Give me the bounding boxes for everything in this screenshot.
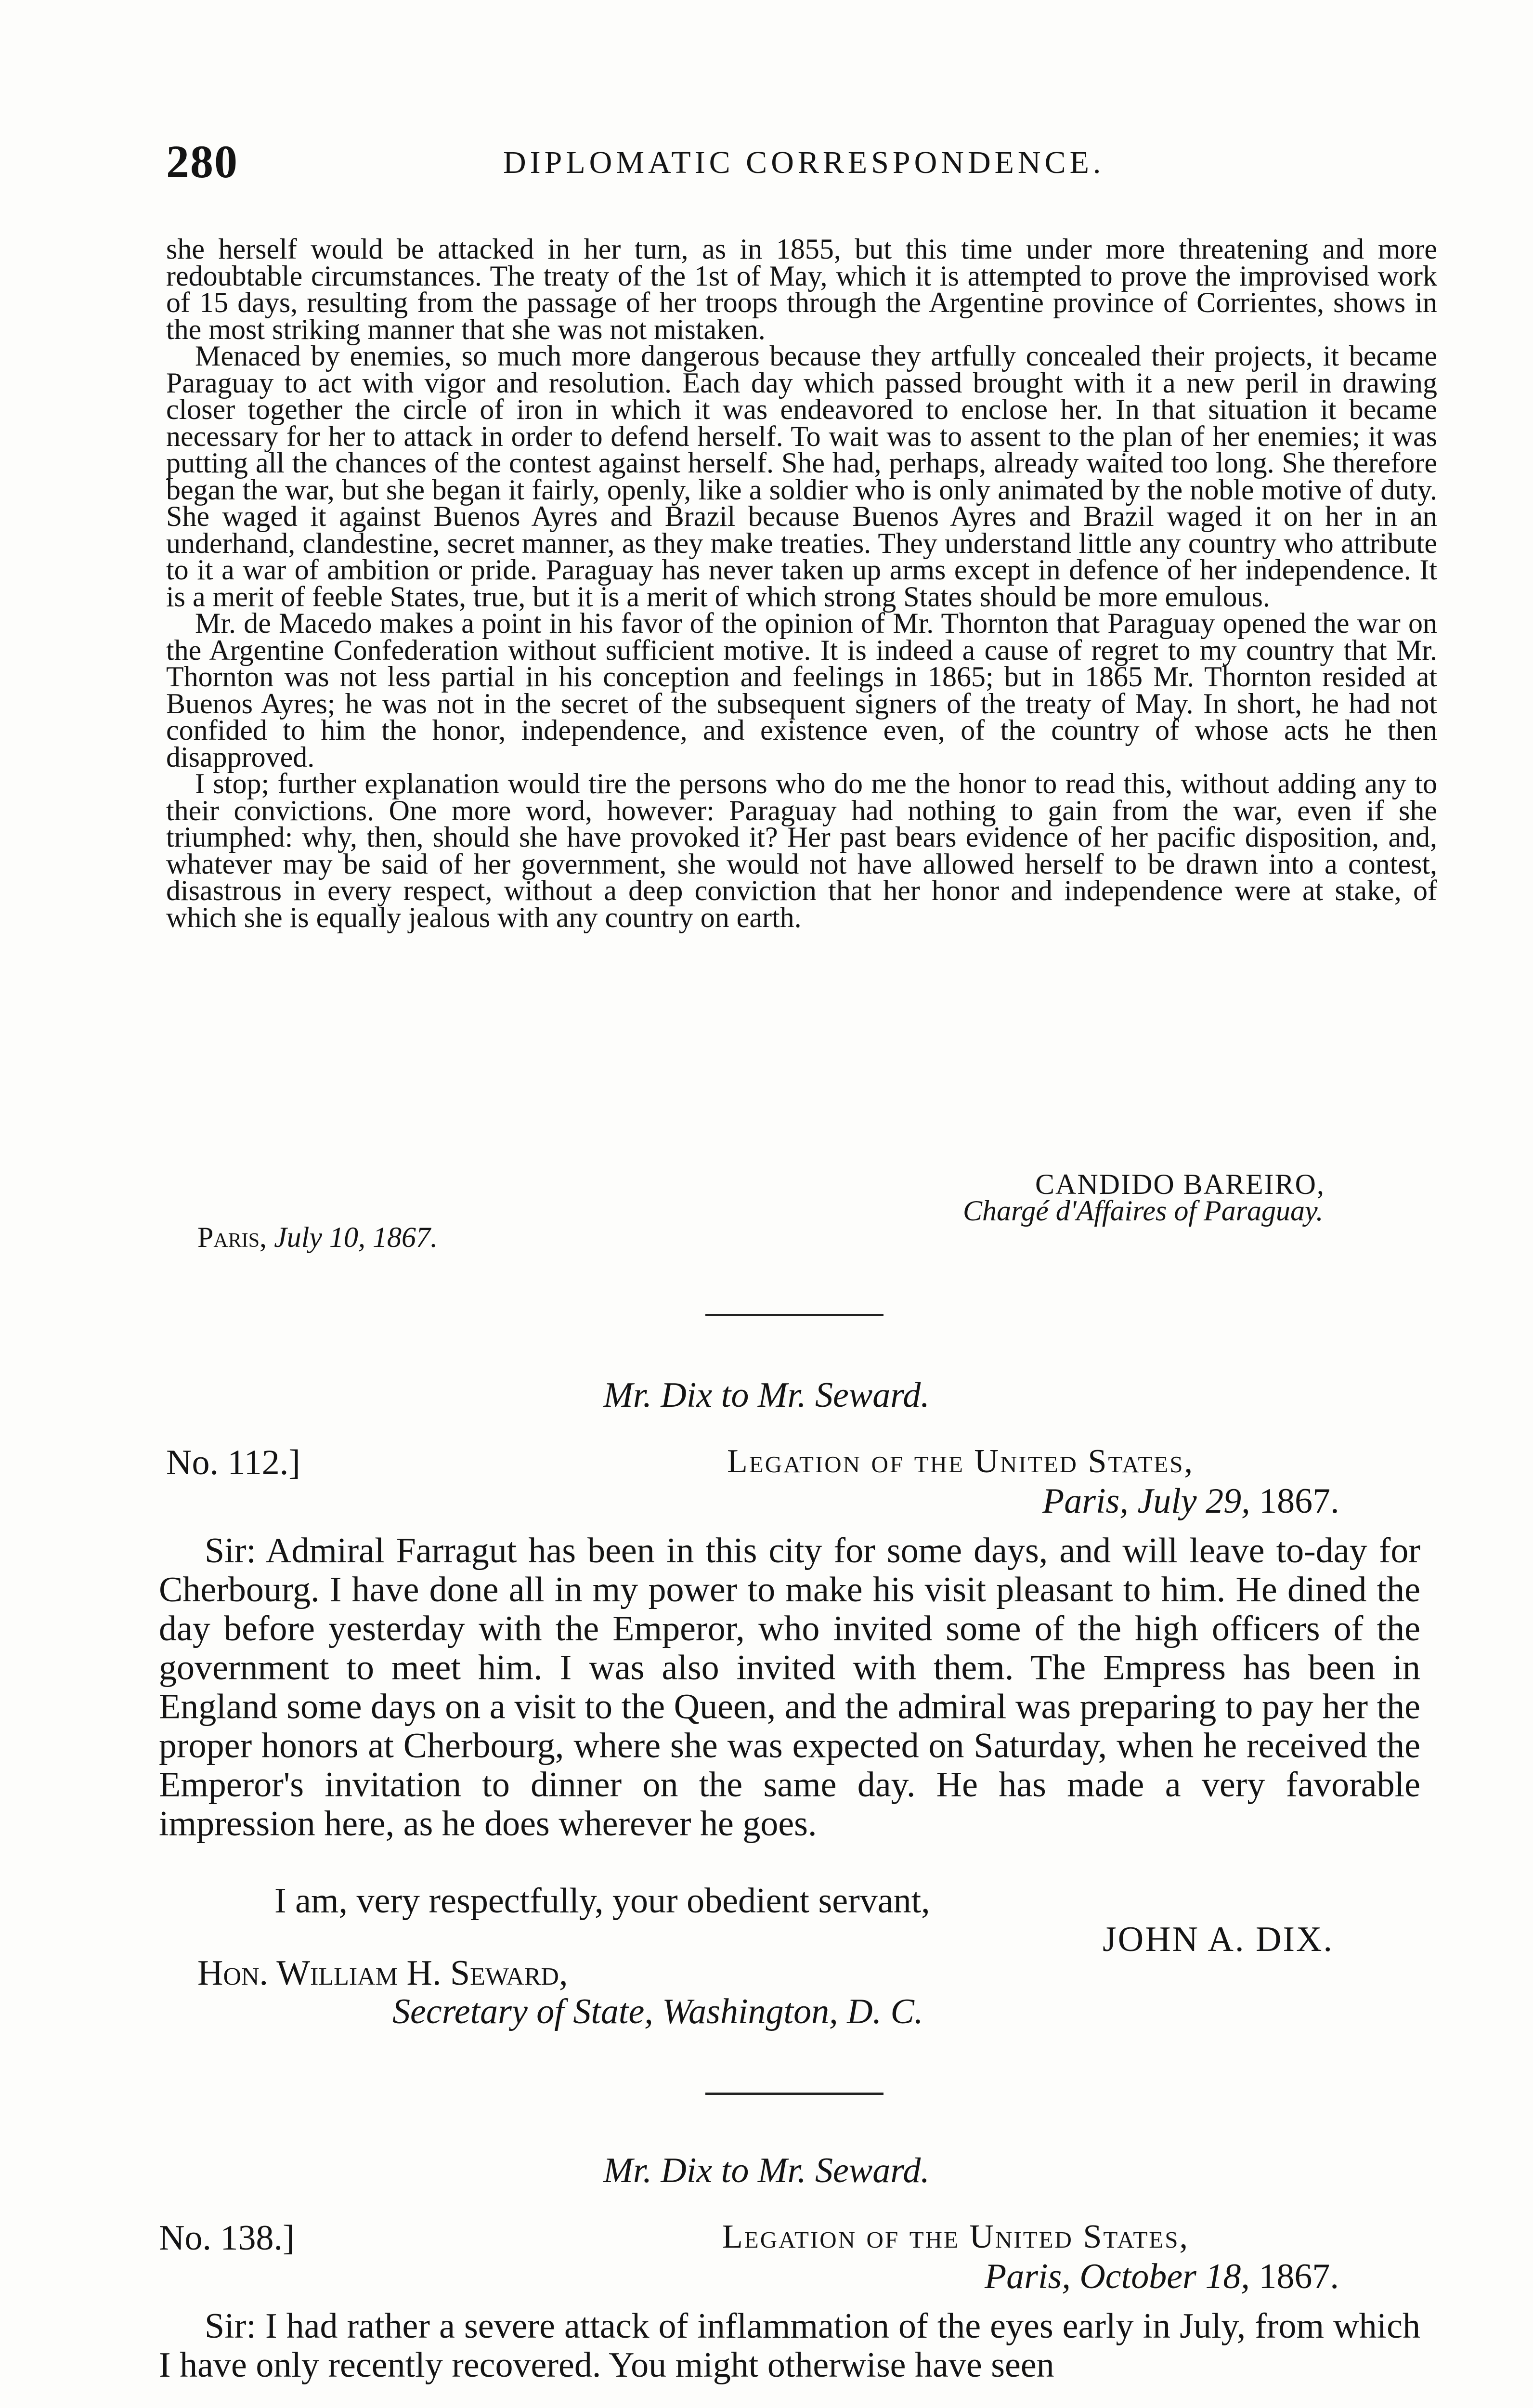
letter-bareiro-body xyxy=(166,233,1437,933)
paragraph: Menaced by enemies, so much more dangerous because they artfully concealed their projects, it became Paraguay to act with vigor and resolution. Each day which passed brought with it a new peril in drawing closer together the circle of iron in which it was endeavored to enclose her. In that situation it became necessary for her to attack in order to defend herself. To wait was to assent to the plan of her enemies; it was putting all the chances of the contest against herself. She had, perhaps, already waited too long. She therefore began the war, but she began it fairly, openly, like a soldier who is only animated by the noble motive of duty. She waged it against Buenos Ayres and Brazil because Buenos Ayres and Brazil waged it on her in an underhand, clandestine, secret manner, as they make treaties. They understand little any country who attribute to it a war of ambition or pride. Paraguay has never taken up arms except in defence of her independence. It is a merit of feeble States, true, but it is a merit of which strong States should be more emulous. xyxy=(166,340,1437,613)
paragraph: I stop; further explanation would tire the persons who do me the honor to read this, without adding any to their convictions. One more word, however: Paraguay had nothing to gain from the war, even if she triumphed: why, then, should she have provoked it? Her past bears evidence of her pacific disposition, and, whatever may be said of her government, she would not have allowed herself to be drawn into a contest, disastrous in every respect, without a deep conviction that her honor and independence were at stake, of which she is equally jealous with any country on earth. xyxy=(166,768,1437,933)
place-date-112 xyxy=(1042,1481,1339,1522)
letter-body-138 xyxy=(159,2307,1420,2385)
place-date-city: Paris, July 29, xyxy=(1042,1481,1250,1521)
section-divider xyxy=(705,2093,883,2095)
signature-title-bareiro: Chargé d'Affaires of Paraguay. xyxy=(963,1195,1324,1227)
addressee-name-112: Hon. William H. Seward, xyxy=(197,1953,568,1993)
page-number: 280 xyxy=(166,136,238,187)
section-divider xyxy=(705,1314,883,1316)
letter-number-138: No. 138.] xyxy=(159,2218,295,2258)
legation-112: Legation of the United States, xyxy=(727,1443,1194,1480)
page-header xyxy=(166,135,1437,193)
paragraph: Sir: I had rather a severe attack of inflammation of the eyes early in July, from which I have only recently recovered. You might otherwise have seen xyxy=(159,2306,1420,2385)
dateline-place: Paris, xyxy=(197,1221,267,1253)
paragraph: she herself would be attacked in her turn, as in 1855, but this time under more threatening and more redoubtable circumstances. The treaty of the 1st of May, which it is attempted to prove the improvised work of 15 days, resulting from the passage of her troops through the Argentine province of Corrientes, shows in the most striking manner that she was not mistaken. xyxy=(166,233,1437,345)
place-date-138 xyxy=(985,2256,1339,2297)
letter-heading-138: Mr. Dix to Mr. Seward. xyxy=(603,2151,930,2190)
paragraph: Mr. de Macedo makes a point in his favor of the opinion of Mr. Thornton that Paraguay opened the war on the Argentine Confederation without sufficient motive. It is indeed a cause of regret to my country that Mr. Thornton was not less partial in his conception and feelings in 1865; but in 1865 Mr. Thornton resided at Buenos Ayres; he was not in the secret of the subsequent signers of the treaty of May. In short, he had not confided to him the honor, independence, and existence even, of the country of whose acts he then disapproved. xyxy=(166,607,1437,773)
paragraph: Sir: Admiral Farragut has been in this city for some days, and will leave to-day for Cherbourg. I have done all in my power to make his visit pleasant to him. He dined the day before yesterday with the Emperor, who invited some of the high officers of the government to meet him. I was also invited with them. The Empress has been in England some days on a visit to the Queen, and the admiral was preparing to pay her the proper honors at Cherbourg, where she was expected on Saturday, when he received the Emperor's invitation to dinner on the same day. He has made a very favorable impression here, as he does wherever he goes. xyxy=(159,1531,1420,1844)
place-date-city: Paris, October 18, xyxy=(985,2257,1250,2296)
letter-heading-112: Mr. Dix to Mr. Seward. xyxy=(603,1375,930,1415)
signature-dix-112: JOHN A. DIX. xyxy=(1103,1920,1334,1959)
signature-bareiro: CANDIDO BAREIRO, xyxy=(1035,1168,1325,1200)
legation-138: Legation of the United States, xyxy=(722,2218,1189,2255)
dateline-bareiro xyxy=(197,1221,438,1254)
addressee-title-112: Secretary of State, Washington, D. C. xyxy=(392,1992,923,2031)
closing-112: I am, very respectfully, your obedient servant, xyxy=(274,1881,930,1921)
running-title: DIPLOMATIC CORRESPONDENCE. xyxy=(503,145,1105,180)
place-date-year: 1867. xyxy=(1259,1481,1339,1521)
dateline-date: July 10, 1867. xyxy=(274,1221,438,1253)
letter-number-112: No. 112.] xyxy=(166,1443,300,1482)
place-date-year: 1867. xyxy=(1259,2257,1339,2296)
letter-body-112 xyxy=(159,1531,1420,1844)
